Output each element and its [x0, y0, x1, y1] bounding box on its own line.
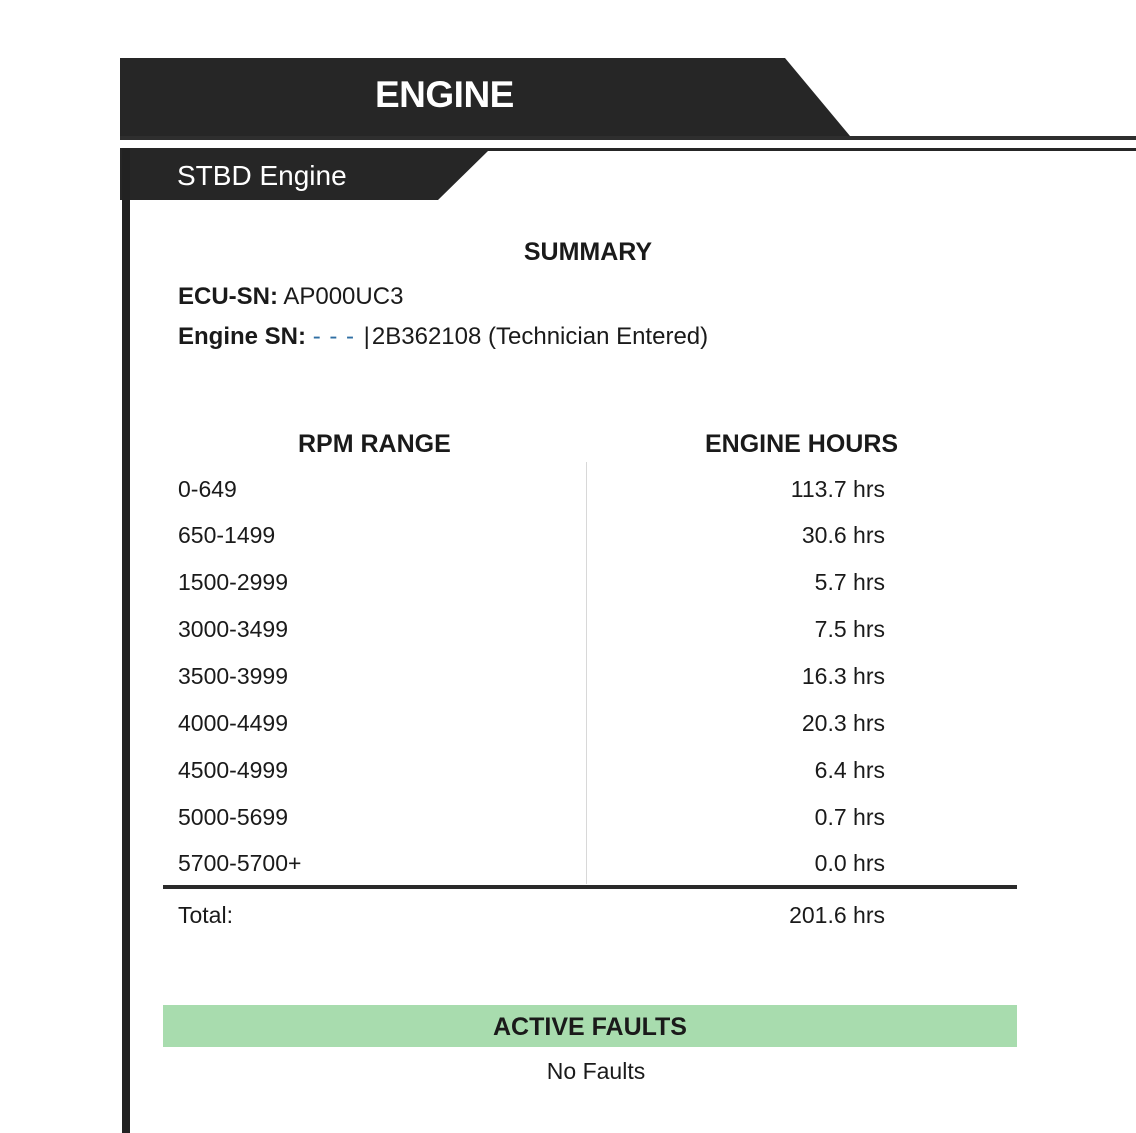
engine-sn-dashes: - - -: [312, 323, 355, 350]
engine-hours-cell: 0.7 hrs: [814, 804, 885, 830]
engine-hours-cell: 5.7 hrs: [814, 569, 885, 595]
rpm-range-cell: 3500-3999: [178, 663, 288, 689]
ecu-sn-label: ECU-SN:: [178, 283, 278, 310]
engine-hours-cell: 0.0 hrs: [814, 850, 885, 876]
ecu-sn-value: AP000UC3: [283, 283, 404, 310]
engine-sn-line: [178, 323, 708, 351]
engine-hours-cell: 16.3 hrs: [801, 663, 885, 689]
active-faults-band: [163, 1005, 1017, 1047]
summary-heading: SUMMARY: [523, 238, 653, 266]
rpm-range-cell: 3000-3499: [178, 616, 288, 642]
table-row: [0, 757, 1136, 804]
engine-hours-cell: 113.7 hrs: [790, 476, 885, 502]
table-row: [0, 476, 1136, 523]
page-title: ENGINE: [375, 74, 514, 115]
engine-header-band: [120, 58, 850, 136]
rpm-range-cell: 5700-5700+: [178, 850, 302, 876]
table-row: [0, 850, 1136, 897]
table-row: [0, 710, 1136, 757]
table-row: [0, 569, 1136, 616]
engine-hours-cell: 30.6 hrs: [801, 522, 885, 548]
engine-sn-label: Engine SN:: [178, 323, 307, 350]
table-row: [0, 616, 1136, 663]
engine-hours-cell: 7.5 hrs: [814, 616, 885, 642]
engine-sn-value: 2B362108 (Technician Entered): [371, 323, 709, 350]
rpm-range-cell: 0-649: [178, 476, 237, 502]
header-rule: [120, 136, 1136, 140]
engine-hours-header: ENGINE HOURS: [705, 430, 899, 458]
rpm-range-cell: 4000-4499: [178, 710, 288, 736]
ecu-sn-line: [178, 283, 403, 311]
engine-subheader-band: [120, 148, 1136, 203]
rpm-range-cell: 650-1499: [178, 522, 276, 548]
engine-hours-cell: 20.3 hrs: [801, 710, 885, 736]
faults-message: No Faults: [546, 1058, 646, 1084]
rpm-range-cell: 5000-5699: [178, 804, 288, 830]
table-row: [0, 804, 1136, 851]
rpm-range-header: RPM RANGE: [298, 430, 451, 458]
total-value: 201.6 hrs: [789, 902, 885, 928]
active-faults-heading: ACTIVE FAULTS: [493, 1013, 687, 1041]
engine-subtitle: STBD Engine: [177, 160, 347, 191]
table-row: [0, 663, 1136, 710]
engine-sn-separator: |: [363, 323, 370, 350]
rpm-range-cell: 4500-4999: [178, 757, 288, 783]
total-label: Total:: [178, 902, 233, 928]
table-row: [0, 522, 1136, 569]
engine-hours-cell: 6.4 hrs: [814, 757, 885, 783]
total-rule: [163, 885, 1017, 889]
rpm-range-cell: 1500-2999: [178, 569, 288, 595]
